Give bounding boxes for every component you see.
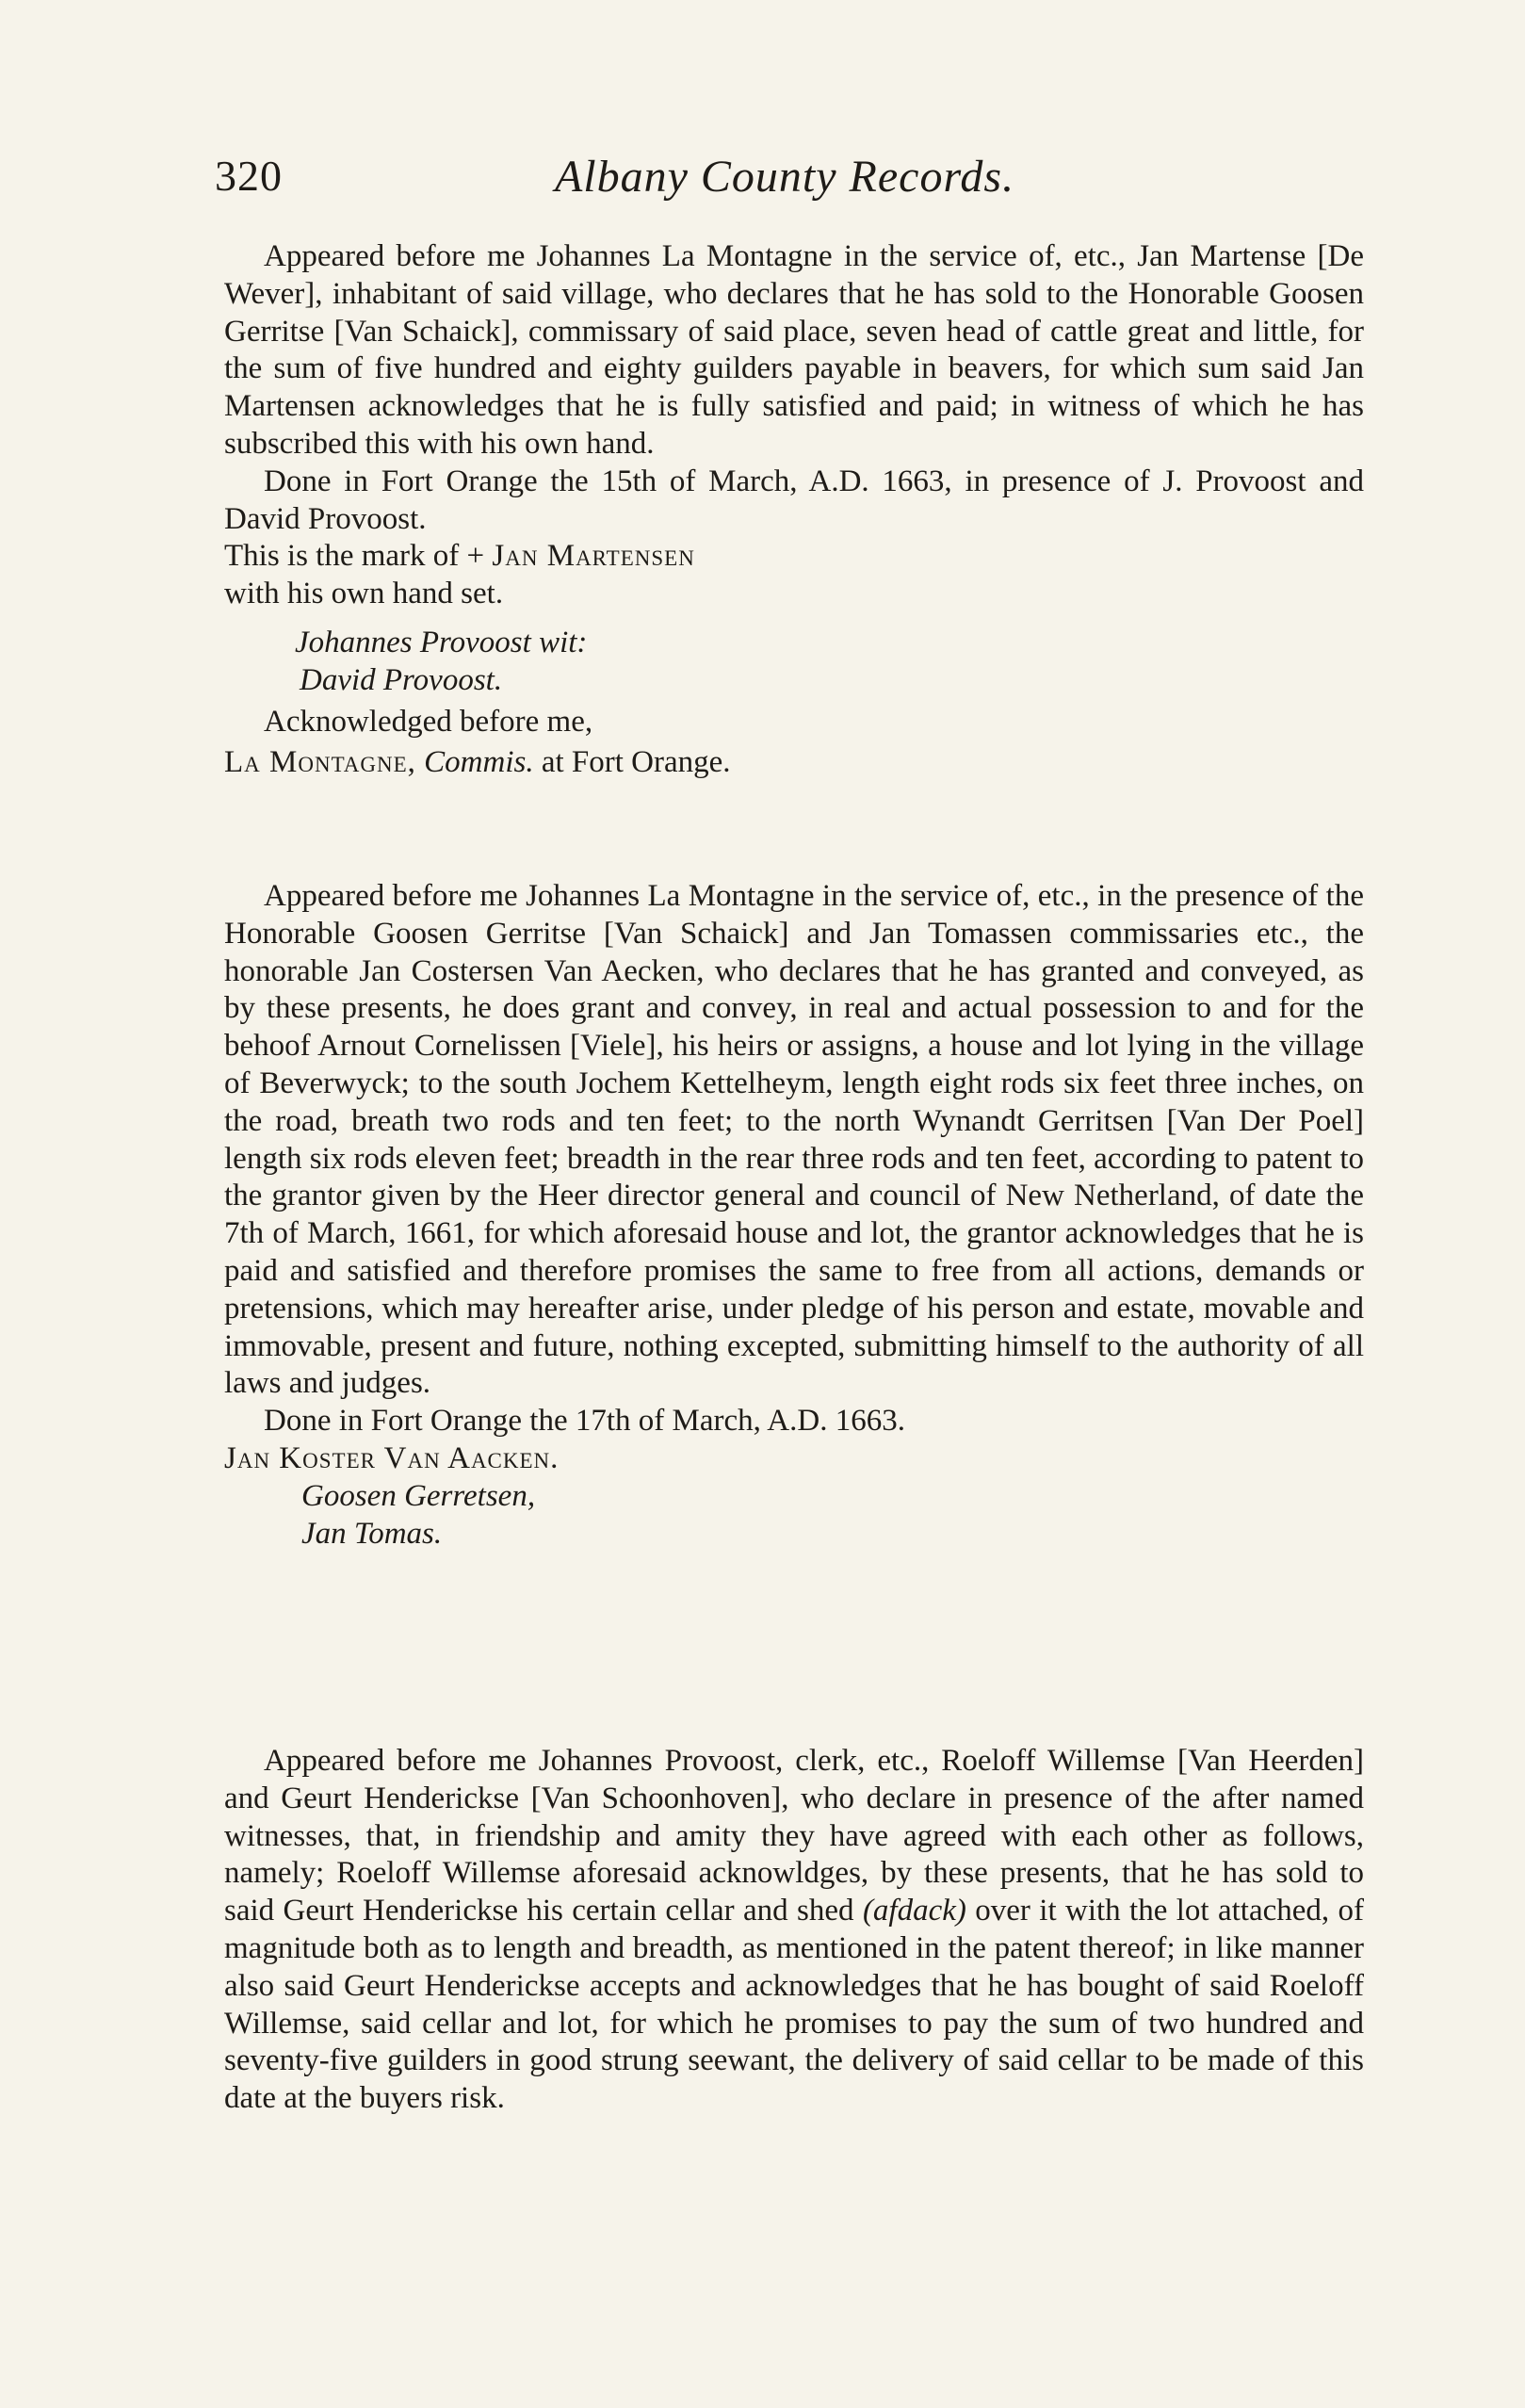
record-section-3 <box>224 1743 1364 2118</box>
dutch-term: (afdack) <box>862 1894 966 1928</box>
signer-name: Jan Koster Van Aacken. <box>224 1440 560 1475</box>
mark-suffix: with his own hand set. <box>224 577 504 611</box>
record-3-text-start: Appeared before me Johannes Provoost, clerk, etc., Roeloff Willemse [Van Heerden] and Geurt Henderickse [Van Schoonhoven], who declare in presence of the after named witnesses, that, in friendship and amity they have agreed with each other as follows, namely; Roeloff Willemse aforesaid acknowldges, by these presents, that he has sold to said Geurt Henderickse his certain cellar and shed <box>224 1744 1364 1928</box>
record-1-paragraph-1: Appeared before me Johannes La Montagne in the service of, etc., Jan Martense [De Wever], inhabitant of said village, who declares that he has sold to the Honorable Goosen Gerritse [Van Schaick], commissary of said place, seven head of cattle great and little, for the sum of five hundred and eighty guilders payable in beavers, for which sum said Jan Martensen acknowledges that he is fully satisfied and paid; in witness of which he has subscribed this with his own hand. <box>224 239 1364 461</box>
witness-1: Goosen Gerretsen, <box>301 1478 536 1513</box>
record-3-text-end: over it with the lot attached, of magnitude both as to length and breadth, as mentioned in the patent thereof; in like manner also said Geurt Henderickse accepts and acknowledges that he has bought of said Roeloff Willemse, said cellar and lot, for which he promises to pay the sum of two hundred and seventy-five guilders in good strung seewant, the delivery of said cellar to be made of this date at the buyers risk. <box>224 1894 1365 2116</box>
mark-name: Jan Martensen <box>492 539 695 574</box>
page-header <box>215 151 1355 226</box>
mark-line <box>224 538 1364 576</box>
signer-title: Commis. <box>424 745 534 780</box>
page-number: 320 <box>215 152 283 200</box>
witness-2: David Provoost. <box>300 662 503 697</box>
record-2-paragraph-1: Appeared before me Johannes La Montagne in the service of, etc., in the presence of the Honorable Goosen Gerritse [Van Schaick] and Jan Tomassen commissaries etc., the honorable Jan Costersen Van Aecken, who declares that he has granted and conveyed, as by these presents, he does grant and convey, in real and actual possession to and for the behoof Arnout Cornelissen [Viele], his heirs or assigns, a house and lot lying in the village of Beverwyck; to the south Jochem Kettelheym, length eight rods six feet three inches, on the road, breath two rods and ten feet; to the north Wynandt Gerritsen [Van Der Poel] length six rods eleven feet; breadth in the rear three rods and ten feet, according to patent to the grantor given by the Heer director general and council of New Netherland, of date the 7th of March, 1661, for which aforesaid house and lot, the grantor acknowledges that he is paid and satisfied and therefore promises the same to free from all actions, demands or pretensions, which may hereafter arise, under pledge of his person and estate, movable and immovable, present and future, nothing excepted, submitting himself to the authority of all laws and judges. <box>224 879 1364 1401</box>
record-section-2 <box>224 878 1364 1553</box>
record-1-witnesses <box>224 625 1364 700</box>
record-section-1 <box>224 238 1364 782</box>
running-title: Albany County Records. <box>554 152 1015 202</box>
mark-prefix: This is the mark of <box>224 539 460 574</box>
acknowledgement-line: Acknowledged before me, <box>264 704 593 739</box>
mark-cross-symbol: + <box>466 539 485 574</box>
signer-name: La Montagne, <box>224 745 416 780</box>
record-2-paragraph-2: Done in Fort Orange the 17th of March, A.D. 1663. <box>264 1404 905 1439</box>
witness-2: Jan Tomas. <box>301 1516 443 1551</box>
record-1-paragraph-2: Done in Fort Orange the 15th of March, A.D. 1663, in presence of J. Provoost and David Provoost. <box>224 464 1364 536</box>
record-3-paragraph-1 <box>224 1743 1364 2118</box>
signer-place: at Fort Orange. <box>541 745 731 780</box>
witness-1: Johannes Provoost wit: <box>295 625 588 659</box>
record-2-witnesses <box>224 1478 1364 1554</box>
signer-line <box>224 744 1364 782</box>
record-2-signer <box>224 1440 1364 1478</box>
